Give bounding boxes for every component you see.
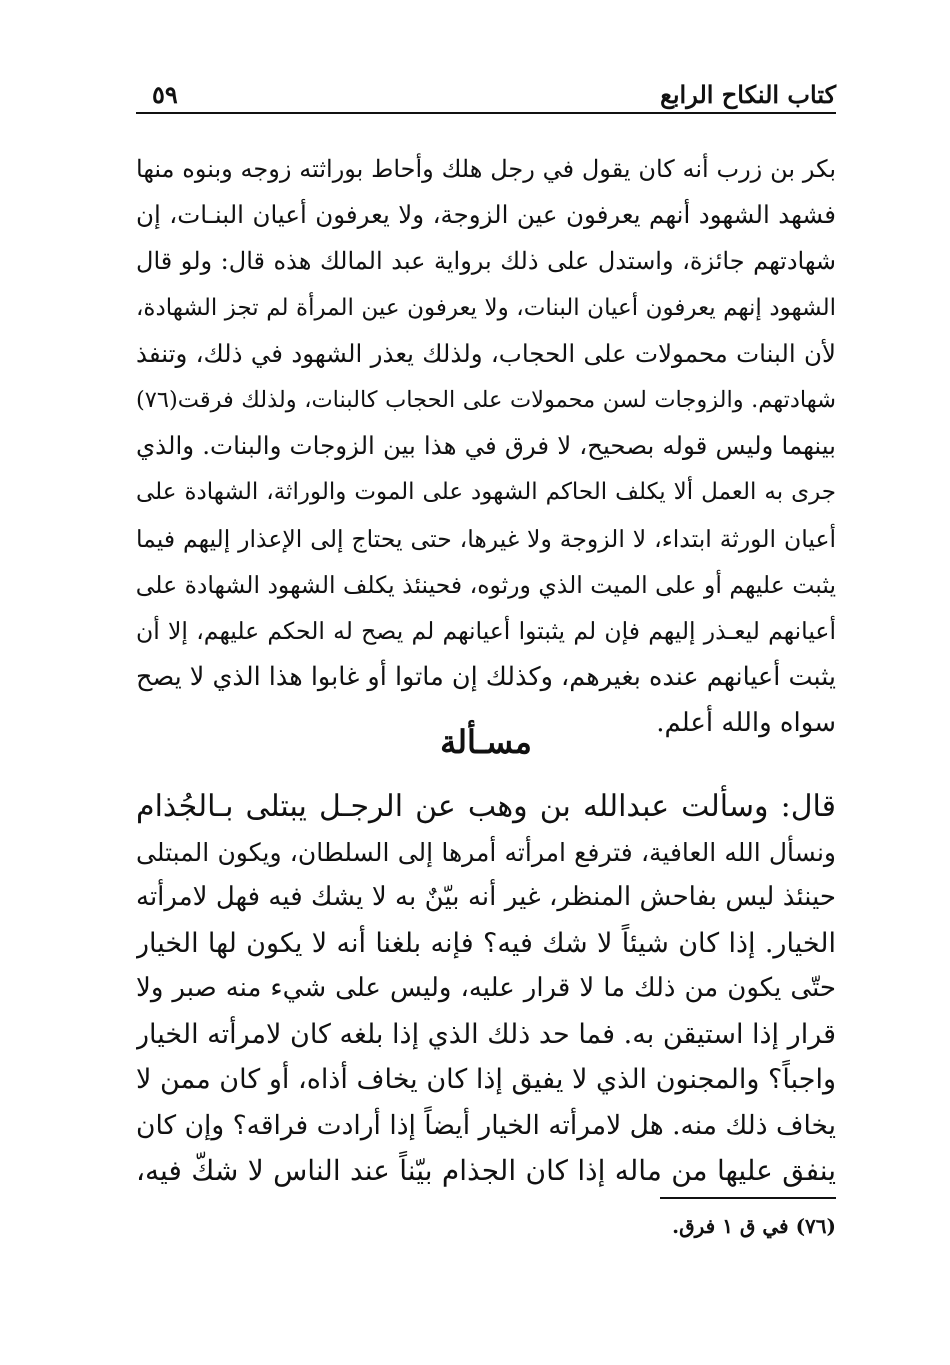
text-line: جرى به العمل ألا يكلف الحاكم الشهود على الموت والوراثة، الشهادة على bbox=[136, 479, 836, 506]
text-line: واجباً؟ والمجنون الذي لا يفيق إذا كان يخاف أذاه، أو كان ممن لا bbox=[136, 1064, 836, 1095]
header-rule bbox=[136, 112, 836, 114]
text-line: حتّى يكون من ذلك ما لا قرار عليه، وليس على شيء منه صبر ولا bbox=[136, 973, 836, 1003]
main-text-block bbox=[136, 146, 836, 746]
section-heading: مسـألة bbox=[440, 723, 532, 761]
text-line: الشهود إنهم يعرفون أعيان البنات، ولا يعرفون عين المرأة لم تجز الشهادة، bbox=[136, 294, 836, 321]
page-number: ٥٩ bbox=[152, 80, 178, 109]
text-line: بكر بن زرب أنه كان يقول في رجل هلك وأحاط بوراثته زوجه وبنوه منها bbox=[136, 155, 836, 183]
text-line: يخاف ذلك منه. هل لامرأته الخيار أيضاً إذا أرادت فراقه؟ وإن كان bbox=[136, 1109, 836, 1141]
text-line: حينئذ ليس بفاحش المنظر، غير أنه بيّنٌ به لا يشك فيه فهل لامرأته bbox=[136, 882, 836, 912]
header-title: كتاب النكاح الرابع bbox=[660, 80, 836, 109]
text-line: شهادتهم. والزوجات لسن محمولات على الحجاب كالبنات، ولذلك فرقت(٧٦) bbox=[136, 386, 836, 413]
text-line: يثبت عليهم أو على الميت الذي ورثوه، فحينئذ يكلف الشهود الشهادة على bbox=[136, 570, 836, 599]
text-line: يثبت أعيانهم عنده بغيرهم، وكذلك إن ماتوا أو غابوا هذا الذي لا يصح bbox=[136, 662, 836, 693]
text-line: فشهد الشهود أنهم يعرفون عين الزوجة، ولا يعرفون أعيان البنـات، إن bbox=[136, 200, 836, 230]
running-header bbox=[136, 78, 836, 112]
text-line: أعيانهم ليعـذر إليهم فإن لم يثبتوا أعيانهم لم يصح له الحكم عليهم، إلا أن bbox=[136, 616, 836, 645]
footnote: (٧٦) في ق ١ فرق. bbox=[672, 1214, 836, 1238]
text-line: شهادتهم جائزة، واستدل على ذلك برواية عبد المالك هذه قال: ولو قال bbox=[136, 247, 836, 276]
text-line: قال: وسألت عبدالله بن وهب عن الرجـل يبتلى بـالجُذام bbox=[136, 789, 836, 824]
text-line: بينهما وليس قوله بصحيح، لا فرق في هذا بين الزوجات والبنات. والذي bbox=[136, 431, 836, 461]
section-text-block bbox=[136, 784, 836, 1194]
text-line: سواه والله أعلم. bbox=[656, 708, 836, 739]
text-line: لأن البنات محمولات على الحجاب، ولذلك يعذر الشهود في ذلك، وتنفذ bbox=[136, 338, 836, 368]
text-line: الخيار. إذا كان شيئاً لا شك فيه؟ فإنه بلغنا أنه لا يكون لها الخيار bbox=[136, 927, 836, 959]
footnote-rule bbox=[660, 1197, 836, 1199]
text-line: أعيان الورثة ابتداء، لا الزوجة ولا غيرها، حتى يحتاج إلى الإعذار إليهم فيما bbox=[136, 524, 836, 553]
text-line: قرار إذا استيقن به. فما حد ذلك الذي إذا بلغه كان لامرأته الخيار bbox=[136, 1018, 836, 1050]
text-line: ونسأل الله العافية، فترفع امرأته أمرها إلى السلطان، ويكون المبتلى bbox=[136, 837, 836, 867]
text-line: ينفق عليها من ماله إذا كان الجذام بيّناً عند الناس لا شكّ فيه، bbox=[136, 1154, 836, 1187]
